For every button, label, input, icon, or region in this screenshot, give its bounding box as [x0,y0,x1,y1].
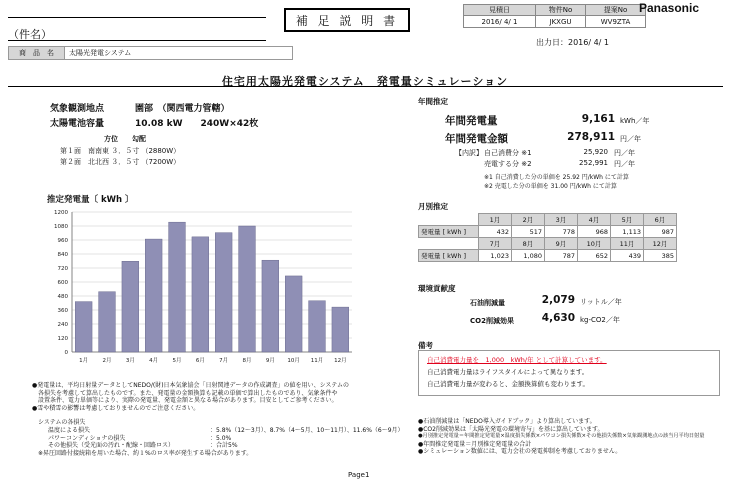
station-value: 園部 （関西電力管轄） [135,104,230,114]
oil-unit: リットル／年 [580,298,622,306]
annual-gen-value: 9,161 [581,113,615,125]
note-line: 各損失を考慮して算出したものです。また、発電量の金額換算も記載の単価で算出したものであり、気象条件や [32,389,338,397]
station-label: 気象観測地点 [50,104,105,114]
bar [192,237,209,352]
bar [332,307,349,352]
month-header: 8月 [512,238,545,250]
bar [262,260,279,352]
month-value: 987 [644,226,677,238]
loss-footnote: ※昇圧回路付接続箱を用いた場合、約１%のロス率が発生する場合があります。 [38,449,253,457]
capacity-label: 太陽電池容量 [50,119,105,129]
monthly-row-label: 発電量 [ kWh ] [419,250,479,262]
panasonic-logo: Panasonic [639,1,700,15]
month-value: 432 [479,226,512,238]
co2-value: 4,630 [541,312,575,324]
oil-label: 石油削減量 [470,299,505,307]
month-header: 1月 [479,214,512,226]
y-tick-label: 720 [57,266,68,272]
meta-header-estimate-date: 見積日 [464,5,536,16]
x-tick-label: 4月 [149,358,159,364]
x-tick-label: 1月 [79,358,89,364]
plane-1: 第１面 南南東 ３．５寸 （2880W） [60,147,181,155]
x-tick-label: 9月 [265,358,275,364]
memo-box [418,350,720,396]
annual-money-value: 278,911 [567,131,615,143]
month-header: 6月 [644,214,677,226]
month-header: 4月 [578,214,611,226]
month-header: 7月 [479,238,512,250]
capacity-value: 10.08 kW 240W×42枚 [135,119,259,129]
meta-header-proposal-no: 提案No [586,5,646,16]
memo-heading: 備考 [418,341,433,350]
sell-label: 売電する分 ※2 [484,160,532,168]
y-tick-label: 120 [57,336,68,342]
issue-date: 出力日：2016/ 4/ 1 [536,38,610,47]
x-tick-label: 12月 [334,358,347,364]
loss-other-label: その他損失（受光面の汚れ・配線・回路ロス） [48,442,175,450]
bar [285,276,302,352]
month-header: 2月 [512,214,545,226]
y-tick-label: 1200 [54,210,68,216]
doc-title: 補 足 説 明 書 [284,8,410,32]
month-value: 439 [611,250,644,262]
month-header: 12月 [644,238,677,250]
month-value: 1,113 [611,226,644,238]
co2-label: CO2削減効果 [470,317,514,325]
x-tick-label: 8月 [242,358,252,364]
month-value: 778 [545,226,578,238]
left-notes [32,382,349,412]
x-tick-label: 3月 [125,358,135,364]
direction-header: 方位 勾配 [104,135,146,143]
oil-value: 2,079 [541,294,575,306]
y-tick-label: 240 [57,322,68,328]
product-key: 商 品 名 [9,47,65,59]
note-line: ●年間推定発電量＝月別推定発電量の合計 [418,440,532,448]
month-header: 5月 [611,214,644,226]
loss-heading: システムの各損失 [38,419,86,426]
bar [122,261,139,352]
note-line: ●シミュレーション数値には、電力会社の発電抑制を考慮しておりません。 [418,448,622,456]
y-tick-label: 1080 [54,224,68,230]
monthly-row-label: 発電量 [ kWh ] [419,226,479,238]
x-tick-label: 2月 [102,358,112,364]
meta-table [463,4,646,28]
monthly-heading: 月別推定 [418,202,448,211]
right-notes [418,418,728,456]
note-line: ●雪や積雪の影響は考慮しておりませんのでご注意ください。 [32,404,200,412]
y-tick-label: 960 [57,238,68,244]
annual-gen-unit: kWh／年 [620,117,650,125]
case-label: （件名） [8,28,52,41]
note-line: 設置条件、電力単価等により、実際の発電量、発電金額と異なる場合があります。目安としてご参考ください。 [32,397,338,405]
meta-value-property-no: JKXGU [536,16,586,28]
title-rule [8,86,723,87]
loss-block [38,419,85,427]
y-tick-label: 0 [64,350,68,356]
month-value: 517 [512,226,545,238]
bar [75,302,92,352]
month-value: 652 [578,250,611,262]
product-field [8,46,293,60]
x-tick-label: 11月 [310,358,324,364]
breakdown-label: 【内訳】 [455,149,483,157]
month-header: 9月 [545,238,578,250]
sell-unit: 円／年 [614,160,635,168]
price-note-1: ※1 自己消費した分の単価を 25.92 円/kWh にて計算 [484,174,629,181]
annual-heading: 年間推定 [418,97,448,106]
self-consumption-unit: 円／年 [614,149,635,157]
month-value: 1,023 [479,250,512,262]
bar [169,222,186,352]
x-tick-label: 10月 [287,358,300,364]
loss-other-value: ：合計5% [210,442,238,450]
loss-pcs-label: パワーコンディショナの損失 [48,434,126,442]
loss-pcs-value: ：5.0% [210,434,232,442]
month-header: 3月 [545,214,578,226]
note-line: ●CO2削減効果は「太陽光発電の環境寄与」を基に算出しています。 [418,425,604,433]
sell-value: 252,991 [579,159,608,167]
self-consumption-value: 25,920 [583,148,608,156]
monthly-table [418,213,677,262]
annual-gen-label: 年間発電量 [445,115,498,127]
x-tick-label: 6月 [195,358,205,364]
memo-line-2: 自己消費電力量はライフスタイルによって異なります。 [427,368,589,376]
plane-2: 第２面 北北西 ３．５寸 （7200W） [60,158,181,166]
note-line: ●発電量は、平均日射量データとしてNEDO/(財)日本気象協会「日射関連データの作成調査」の値を用い、システムの [32,382,349,389]
case-top-line [8,17,266,18]
month-value: 968 [578,226,611,238]
note-line: ●石油削減量は「NEDO導入ガイドブック」より算出しています。 [418,418,596,425]
chart-title: 推定発電量〔 kWh 〕 [47,195,134,205]
y-tick-label: 480 [57,294,68,300]
meta-header-property-no: 物件No [536,5,586,16]
bar [309,301,326,352]
meta-value-proposal-no: WV9ZTA [586,16,646,28]
month-value: 1,080 [512,250,545,262]
annual-money-unit: 円／年 [620,135,641,143]
memo-line-3: 自己消費電力量が変わると、金額換算値も変わります。 [427,380,589,388]
y-tick-label: 600 [57,280,68,286]
bar [145,239,162,352]
product-value: 太陽光発電システム [69,49,132,57]
co2-unit: kg-CO2／年 [580,316,620,324]
bar [239,226,256,352]
bar [99,292,116,352]
page-label: Page1 [348,471,370,479]
self-consumption-label: 自己消費分 ※1 [484,149,532,157]
annual-money-label: 年間発電金額 [445,133,508,145]
meta-value-estimate-date: 2016/ 4/ 1 [464,16,536,28]
note-line: ●月別推定発電量＝年間推定発電量×温度損失係数×パワコン損失係数×その他損失係数×気象観測地点の該当月平均日射量 [418,433,705,440]
case-underline [8,40,266,41]
month-header: 10月 [578,238,611,250]
generation-chart [30,205,360,370]
loss-temp-value: ：5.8%（12～3月）、8.7%（4～5月、10～11月）、11.6%（6～9月） [210,427,404,434]
month-header: 11月 [611,238,644,250]
x-tick-label: 5月 [172,358,182,364]
x-tick-label: 7月 [219,358,229,364]
bar [215,233,232,352]
month-value: 787 [545,250,578,262]
main-title: 住宅用太陽光発電システム 発電量シミュレーション [221,75,509,88]
price-note-2: ※2 売電した分の単価を 31.00 円/kWh にて計算 [484,183,617,190]
y-tick-label: 360 [57,308,68,314]
memo-line-1: 自己消費電力量を 1,000 kWh/年 として計算しています。 [427,356,607,364]
month-value: 385 [644,250,677,262]
y-tick-label: 840 [57,252,68,258]
env-heading: 環境貢献度 [418,284,456,293]
loss-temp-label: 温度による損失 [48,427,91,434]
